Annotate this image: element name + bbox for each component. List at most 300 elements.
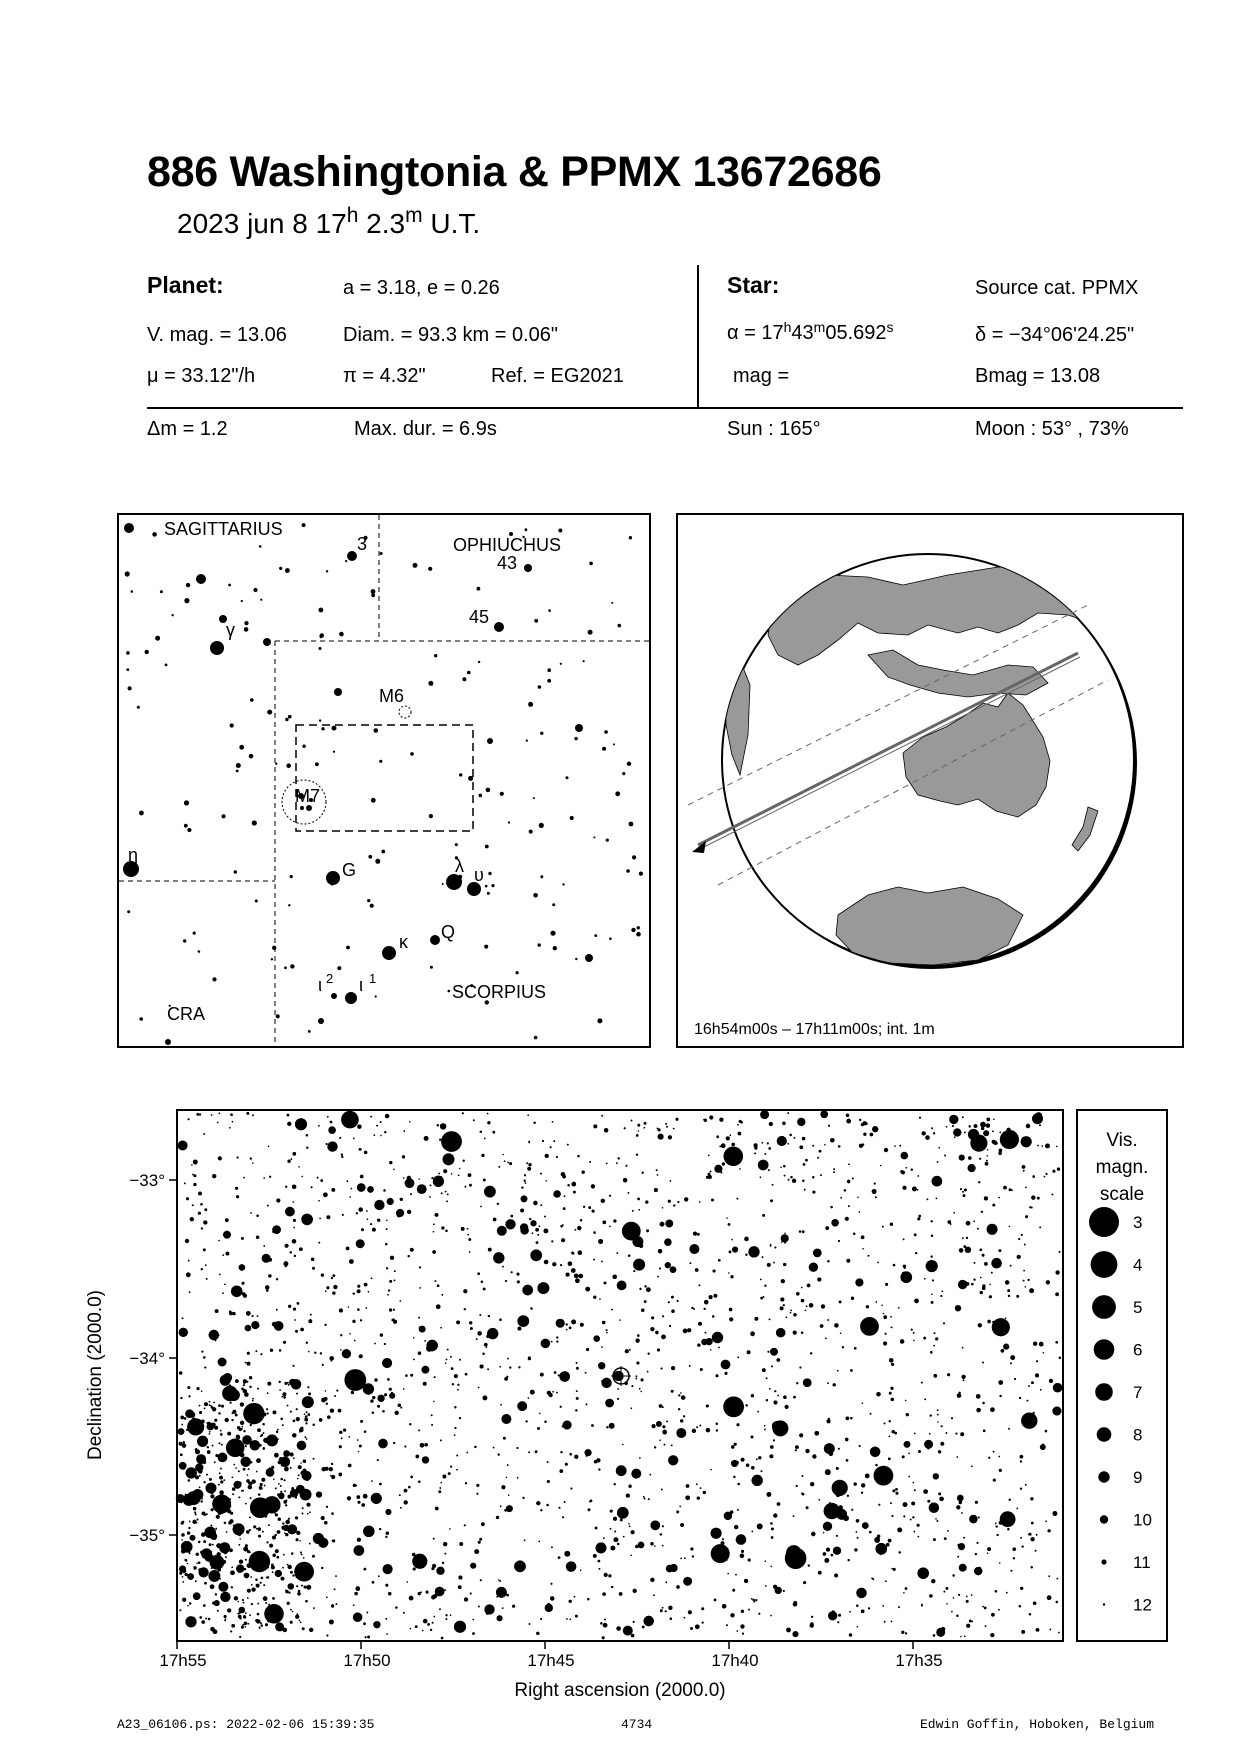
star — [680, 1392, 682, 1394]
star — [931, 1294, 933, 1296]
star — [618, 624, 622, 628]
star — [662, 1607, 664, 1609]
star — [272, 946, 276, 950]
star — [614, 1531, 616, 1533]
star — [585, 1287, 590, 1292]
star — [652, 1424, 656, 1428]
star — [877, 1262, 879, 1264]
star — [1010, 1362, 1012, 1364]
star — [856, 1588, 866, 1598]
star — [193, 1471, 195, 1473]
star — [262, 1423, 264, 1425]
star — [806, 1305, 808, 1307]
star — [296, 1538, 299, 1541]
star — [286, 1520, 290, 1524]
star — [199, 1458, 201, 1460]
star — [199, 1616, 202, 1619]
star — [321, 727, 324, 730]
star — [898, 1307, 900, 1309]
star — [617, 1507, 629, 1519]
star — [267, 710, 272, 715]
star — [1021, 1545, 1023, 1547]
star — [953, 1128, 961, 1136]
star — [1023, 1170, 1025, 1172]
star — [486, 788, 491, 793]
star — [625, 1349, 629, 1353]
star — [595, 1527, 598, 1530]
star — [415, 1625, 418, 1628]
star — [293, 1457, 295, 1459]
star — [479, 1314, 481, 1316]
star — [196, 1387, 199, 1390]
star — [813, 1249, 822, 1258]
star — [186, 1197, 189, 1200]
star — [504, 1160, 506, 1162]
star — [243, 1389, 247, 1393]
star — [267, 1576, 270, 1579]
star — [1052, 1407, 1061, 1416]
star — [402, 1155, 405, 1158]
star — [426, 1346, 432, 1352]
star — [618, 1157, 620, 1159]
star — [207, 1450, 211, 1454]
star — [456, 1455, 458, 1457]
star — [326, 1597, 328, 1599]
star — [650, 1474, 652, 1476]
star — [949, 1115, 958, 1124]
star — [690, 1547, 693, 1550]
star — [844, 1189, 846, 1191]
star — [1031, 1537, 1035, 1541]
star — [395, 1411, 399, 1415]
star — [250, 1424, 252, 1426]
star — [552, 903, 555, 906]
star — [622, 772, 625, 775]
star — [290, 875, 293, 878]
star — [263, 638, 271, 646]
star — [712, 1332, 723, 1343]
star — [972, 1621, 974, 1623]
star — [223, 1479, 225, 1481]
star — [212, 1544, 214, 1546]
star — [417, 1184, 427, 1194]
star — [593, 1124, 597, 1128]
star — [409, 1596, 414, 1601]
star — [276, 1014, 280, 1018]
star — [260, 1435, 262, 1437]
star — [892, 1430, 895, 1433]
star — [570, 1488, 572, 1490]
xtick-label: 17h35 — [895, 1651, 943, 1670]
star — [440, 1327, 442, 1329]
star — [304, 1586, 307, 1589]
star — [267, 1392, 269, 1394]
star — [205, 1553, 214, 1562]
star — [488, 1248, 492, 1252]
star — [706, 1176, 709, 1179]
star — [552, 1121, 554, 1123]
scale-title-scale: scale — [1099, 1184, 1145, 1205]
star — [735, 1461, 739, 1465]
star — [1025, 1484, 1027, 1486]
star — [644, 1285, 646, 1287]
star — [883, 1313, 885, 1315]
star — [436, 1304, 441, 1309]
star — [306, 1438, 308, 1440]
star — [479, 1538, 482, 1541]
star — [1010, 1265, 1012, 1267]
star — [379, 1483, 382, 1486]
footer-file: A23_06106.ps: 2022-02-06 15:39:35 — [117, 1717, 375, 1732]
star — [703, 1491, 706, 1494]
star — [128, 686, 132, 690]
star — [641, 1309, 644, 1312]
star — [1020, 1537, 1022, 1539]
star — [200, 1460, 202, 1462]
star — [249, 1386, 251, 1388]
star — [439, 1487, 441, 1489]
star — [856, 1519, 860, 1523]
star — [349, 1259, 354, 1264]
star — [726, 1136, 730, 1140]
star — [1049, 1379, 1053, 1383]
star — [585, 1372, 587, 1374]
star — [846, 1119, 851, 1124]
star — [758, 1613, 760, 1615]
star — [805, 1159, 808, 1162]
x-axis-label: Right ascension (2000.0) — [514, 1680, 726, 1701]
star — [991, 1272, 993, 1274]
star — [408, 1255, 410, 1257]
star — [943, 1322, 945, 1324]
star — [793, 1515, 795, 1517]
star — [1014, 1378, 1016, 1380]
star — [784, 1233, 786, 1235]
star — [288, 1495, 292, 1499]
star — [246, 1413, 248, 1415]
star — [610, 1510, 613, 1513]
star — [773, 1585, 777, 1589]
star — [252, 1504, 254, 1506]
star — [1030, 1413, 1032, 1415]
star — [823, 1532, 825, 1534]
star — [261, 1408, 263, 1410]
star — [413, 563, 418, 568]
star — [662, 1425, 665, 1428]
star — [302, 1396, 314, 1408]
star — [939, 1497, 944, 1502]
star — [721, 1143, 726, 1148]
star — [187, 1605, 189, 1607]
star — [642, 1172, 644, 1174]
star — [890, 1502, 892, 1504]
star — [199, 1487, 201, 1489]
star — [264, 1485, 266, 1487]
star — [990, 1633, 994, 1637]
star — [309, 1511, 311, 1513]
star — [289, 1209, 292, 1212]
star — [450, 1356, 452, 1358]
star — [691, 1307, 693, 1309]
star — [436, 1567, 444, 1575]
star — [224, 1615, 227, 1618]
star — [752, 1475, 763, 1486]
label-g: G — [342, 860, 357, 880]
star — [628, 1255, 630, 1257]
star — [966, 1221, 971, 1226]
star — [1020, 1455, 1024, 1459]
star — [987, 1118, 991, 1122]
finder-background-stars — [125, 523, 643, 1039]
finder-chart-canvas — [119, 515, 649, 1046]
star — [198, 1212, 201, 1215]
star — [976, 1408, 980, 1412]
star — [245, 1626, 247, 1628]
star — [751, 1394, 754, 1397]
star — [684, 1197, 688, 1201]
star — [959, 1392, 961, 1394]
star — [660, 1609, 663, 1612]
star — [339, 632, 344, 637]
star — [1043, 1352, 1045, 1354]
star — [1021, 1136, 1032, 1147]
star — [533, 1201, 537, 1205]
star — [1045, 1521, 1047, 1523]
star — [204, 1367, 206, 1369]
star — [263, 1432, 265, 1434]
star — [522, 1285, 533, 1296]
star — [409, 1423, 411, 1425]
star — [948, 1220, 952, 1224]
star — [742, 1633, 744, 1635]
star — [383, 1564, 393, 1574]
star — [403, 1612, 405, 1614]
star — [729, 1250, 732, 1253]
star — [733, 1476, 735, 1478]
star — [681, 1395, 685, 1399]
star — [215, 1454, 218, 1457]
star — [730, 1613, 734, 1617]
star — [241, 1490, 243, 1492]
star — [1012, 1141, 1015, 1144]
star — [480, 1131, 482, 1133]
star — [465, 1482, 467, 1484]
star — [859, 1445, 861, 1447]
star — [486, 1335, 489, 1338]
star — [359, 1207, 363, 1211]
star — [1030, 1497, 1033, 1500]
star — [382, 1358, 392, 1368]
star — [659, 1268, 661, 1270]
star — [861, 1323, 863, 1325]
star — [833, 1383, 836, 1386]
star — [957, 1556, 959, 1558]
star — [628, 1523, 630, 1525]
star — [181, 1424, 183, 1426]
star — [308, 1393, 311, 1396]
star — [243, 1381, 246, 1384]
star — [933, 1132, 935, 1134]
star — [740, 1554, 745, 1559]
star — [776, 1328, 785, 1337]
star — [265, 1597, 267, 1599]
table-divider-horizontal — [147, 407, 1183, 409]
star — [593, 1296, 596, 1299]
star — [348, 1464, 352, 1468]
star — [818, 1571, 822, 1575]
label-43: 43 — [497, 553, 518, 573]
star — [232, 1121, 234, 1123]
star — [999, 1521, 1003, 1525]
star — [794, 1137, 796, 1139]
star — [248, 1468, 250, 1470]
star — [311, 1186, 313, 1188]
star — [337, 966, 341, 970]
star — [239, 1636, 241, 1638]
star — [288, 1305, 291, 1308]
star — [662, 1315, 664, 1317]
star — [283, 1500, 287, 1504]
star — [1007, 1528, 1009, 1530]
star — [353, 1484, 356, 1487]
star — [560, 1264, 562, 1266]
star — [330, 1409, 334, 1413]
star — [242, 1426, 244, 1428]
star — [716, 1552, 718, 1554]
scale-mag-label: 10 — [1133, 1510, 1152, 1530]
star — [221, 1405, 224, 1408]
star — [468, 1238, 471, 1241]
star — [385, 1584, 388, 1587]
star — [728, 1223, 731, 1226]
star — [538, 943, 541, 946]
star — [852, 1178, 854, 1180]
star — [668, 1455, 678, 1465]
star — [556, 1341, 558, 1343]
star — [849, 1611, 851, 1613]
ytick-label: −34° — [129, 1349, 165, 1368]
star — [234, 1481, 242, 1489]
star — [998, 1249, 1001, 1252]
star — [213, 1402, 215, 1404]
star — [704, 1308, 706, 1310]
star — [885, 1333, 887, 1335]
star — [924, 1440, 933, 1449]
scale-mag-label: 4 — [1133, 1255, 1143, 1275]
star — [381, 850, 385, 854]
star — [425, 1443, 428, 1446]
star — [714, 1165, 722, 1173]
star — [441, 1131, 462, 1152]
star — [803, 1581, 806, 1584]
star — [273, 1605, 275, 1607]
star — [433, 1224, 435, 1226]
star-kappa-sco — [382, 946, 396, 960]
star — [874, 1183, 876, 1185]
star — [341, 1156, 343, 1158]
star — [500, 1505, 502, 1507]
scale-dot — [1091, 1251, 1118, 1278]
star — [937, 1414, 939, 1416]
star — [657, 1276, 659, 1278]
star — [598, 1468, 600, 1470]
star — [978, 1323, 982, 1327]
star — [883, 1341, 887, 1345]
star — [195, 1464, 203, 1472]
star — [960, 1188, 962, 1190]
star — [876, 1301, 878, 1303]
star — [650, 1542, 653, 1545]
star — [596, 1458, 600, 1462]
star — [628, 1485, 631, 1488]
star — [450, 1614, 452, 1616]
star — [706, 1405, 709, 1408]
star — [331, 1512, 334, 1515]
star — [980, 1277, 982, 1279]
star — [219, 1472, 221, 1474]
star — [430, 966, 433, 969]
star — [356, 1239, 365, 1248]
planet-motion: μ = 33.12"/h — [147, 365, 256, 387]
star — [403, 1177, 405, 1179]
page-title: 886 Washingtonia & PPMX 13672686 — [147, 148, 882, 196]
star — [252, 820, 257, 825]
star — [203, 1356, 206, 1359]
star — [188, 1527, 190, 1529]
star — [363, 1494, 368, 1499]
star — [547, 679, 551, 683]
star — [598, 1239, 603, 1244]
star — [502, 1607, 504, 1609]
star — [477, 1331, 481, 1335]
star — [232, 1312, 235, 1315]
star — [576, 1362, 578, 1364]
star — [802, 1493, 805, 1496]
star — [848, 1205, 850, 1207]
star — [447, 1349, 449, 1351]
star — [626, 1165, 628, 1167]
star — [325, 1324, 327, 1326]
star — [964, 1636, 966, 1638]
star — [609, 1226, 611, 1228]
star — [332, 726, 337, 731]
star — [544, 1229, 549, 1234]
star — [265, 1568, 267, 1570]
star — [357, 1439, 359, 1441]
star — [688, 1610, 692, 1614]
star — [407, 1581, 409, 1583]
star — [550, 931, 555, 936]
star — [872, 1126, 878, 1132]
star — [481, 1154, 484, 1157]
star — [358, 1381, 361, 1384]
star — [389, 1393, 395, 1399]
star — [227, 1608, 231, 1612]
star — [438, 1173, 440, 1175]
star — [806, 1506, 809, 1509]
star — [731, 1445, 734, 1448]
star — [654, 1446, 656, 1448]
star — [191, 1164, 193, 1166]
star — [210, 1405, 212, 1407]
star — [971, 1283, 974, 1286]
footer-author: Edwin Goffin, Hoboken, Belgium — [920, 1717, 1155, 1732]
star — [932, 1279, 934, 1281]
star — [820, 1111, 828, 1119]
star — [280, 1491, 282, 1493]
star — [413, 1337, 415, 1339]
star — [306, 1342, 308, 1344]
